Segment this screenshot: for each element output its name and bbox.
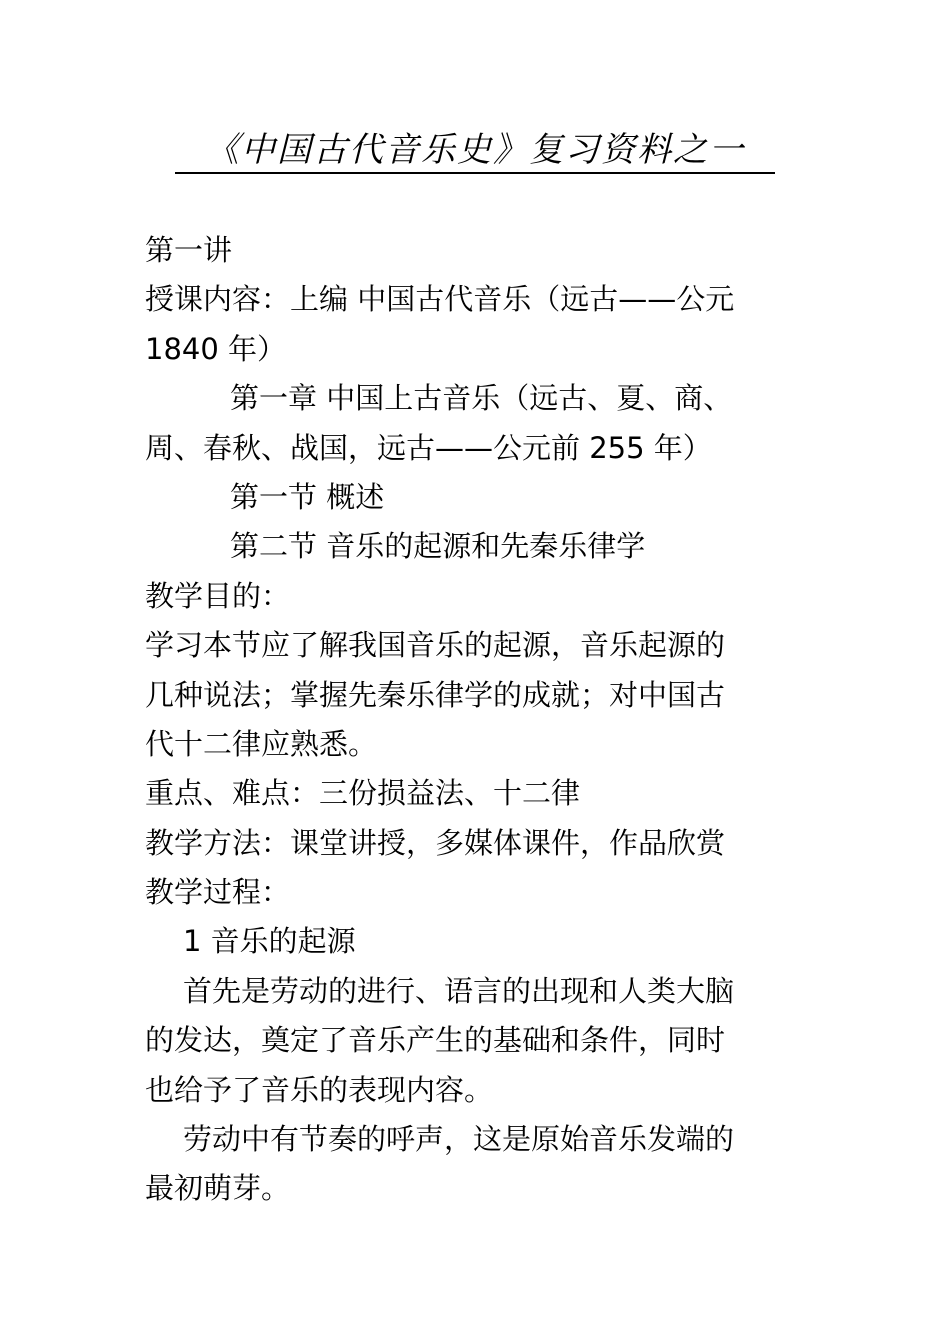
text-line: 周、春秋、战国，远古——公元前 255 年） xyxy=(145,430,712,465)
section-heading: 第一节 概述 xyxy=(230,479,385,514)
document-title: 《中国古代音乐史》复习资料之一 xyxy=(175,128,775,174)
paragraph-line: 首先是劳动的进行、语言的出现和人类大脑 xyxy=(183,973,735,1008)
paragraph-line: 劳动中有节奏的呼声，这是原始音乐发端的 xyxy=(183,1122,735,1157)
subsection-heading: 1 音乐的起源 xyxy=(183,924,356,959)
text-line: 几种说法；掌握先秦乐律学的成就；对中国古 xyxy=(145,677,726,712)
text-line: 授课内容：上编 中国古代音乐（远古——公元 xyxy=(145,282,735,317)
text-line: 教学方法：课堂讲授，多媒体课件，作品欣赏 xyxy=(145,825,726,860)
text-line: 学习本节应了解我国音乐的起源，音乐起源的 xyxy=(145,628,726,663)
text-line: 代十二律应熟悉。 xyxy=(145,726,378,761)
text-line: 1840 年） xyxy=(145,331,287,366)
text-line: 教学过程： xyxy=(145,875,291,910)
document-body xyxy=(145,226,810,1214)
text-line: 教学目的： xyxy=(145,578,291,613)
text-line: 第一讲 xyxy=(145,233,233,267)
chapter-heading: 第一章 中国上古音乐（远古、夏、商、 xyxy=(230,381,733,416)
paragraph-line: 也给予了音乐的表现内容。 xyxy=(145,1072,494,1107)
paragraph-line: 最初萌芽。 xyxy=(145,1171,291,1206)
text-line: 重点、难点：三份损益法、十二律 xyxy=(145,776,581,811)
paragraph-line: 的发达，奠定了音乐产生的基础和条件，同时 xyxy=(145,1023,726,1058)
section-heading: 第二节 音乐的起源和先秦乐律学 xyxy=(230,529,646,564)
